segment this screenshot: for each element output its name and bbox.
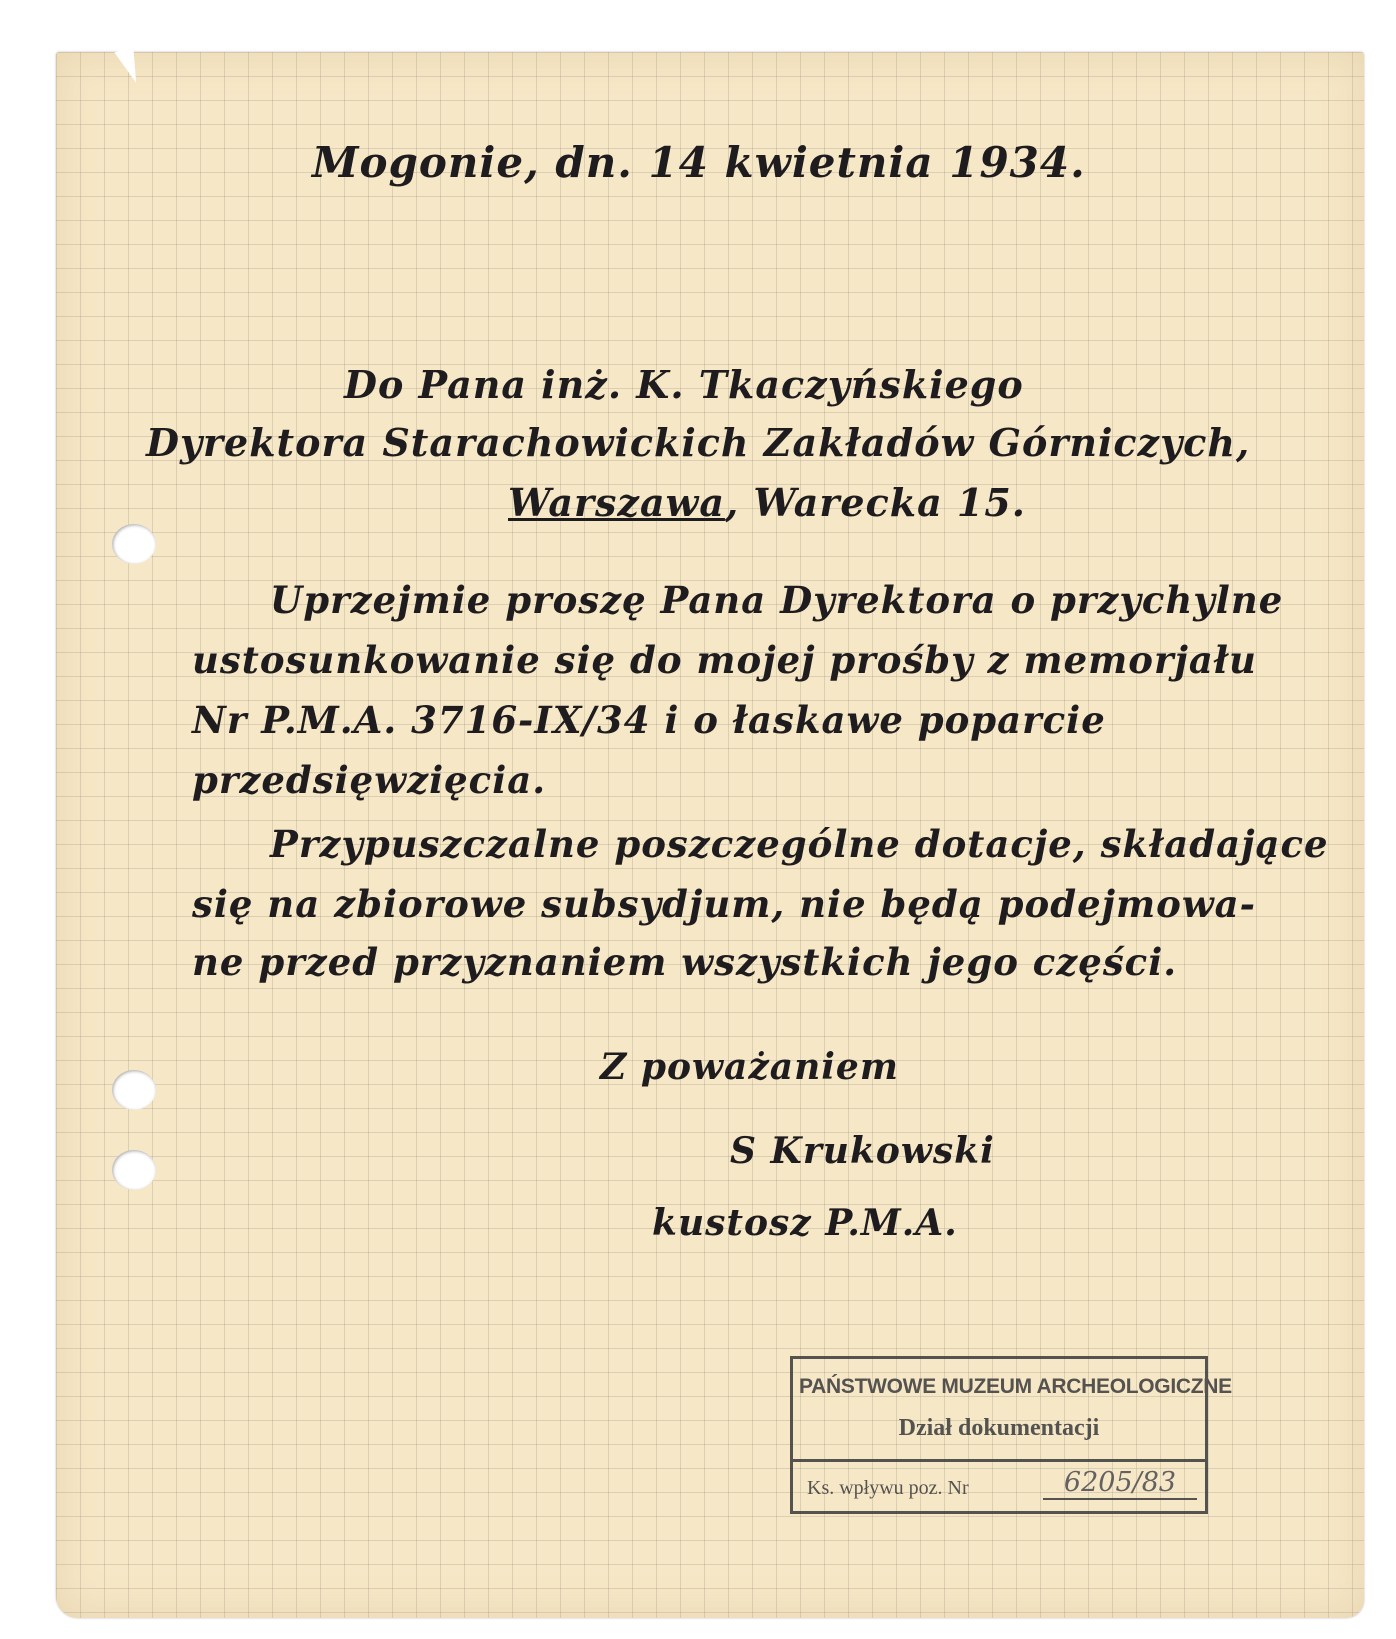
punch-hole-middle bbox=[112, 1070, 156, 1110]
stamp-organization: PAŃSTWOWE MUZEUM ARCHEOLOGICZNE bbox=[799, 1375, 1232, 1398]
signature: S Krukowski bbox=[730, 1130, 995, 1172]
stamp-entry-number: 6205/83 bbox=[1043, 1467, 1197, 1500]
recipient-address bbox=[508, 480, 1026, 525]
closing-greeting: Z poważaniem bbox=[600, 1046, 899, 1088]
recipient-name: Do Pana inż. K. Tkaczyńskiego bbox=[344, 362, 1024, 407]
recipient-position: Dyrektora Starachowickich Zakładów Górniczych, bbox=[146, 420, 1251, 465]
body-line: ustosunkowanie się do mojej prośby z memorjału bbox=[192, 638, 1257, 682]
stamp-divider bbox=[793, 1459, 1205, 1462]
body-line: ne przed przyznaniem wszystkich jego części. bbox=[192, 940, 1178, 984]
body-line: Przypuszczalne poszczególne dotacje, składające bbox=[270, 822, 1329, 866]
signer-title: kustosz P.M.A. bbox=[652, 1202, 958, 1244]
body-line: Nr P.M.A. 3716-IX/34 i o łaskawe poparcie bbox=[192, 698, 1106, 742]
stamp-department: Dział dokumentacji bbox=[898, 1415, 1100, 1441]
punch-hole-top bbox=[112, 524, 156, 564]
letter-date: Mogonie, dn. 14 kwietnia 1934. bbox=[312, 138, 1086, 187]
body-line: się na zbiorowe subsydjum, nie będą podejmowa- bbox=[192, 882, 1257, 926]
stamp-entry-label: Ks. wpływu poz. Nr bbox=[807, 1477, 969, 1499]
body-line: przedsięwzięcia. bbox=[192, 758, 547, 802]
punch-hole-bottom bbox=[112, 1150, 156, 1190]
archive-stamp bbox=[790, 1356, 1232, 1514]
recipient-city: Warszawa bbox=[508, 480, 725, 525]
body-line: Uprzejmie proszę Pana Dyrektora o przychylne bbox=[270, 578, 1284, 622]
recipient-street: , Wareckа 15. bbox=[724, 480, 1027, 525]
